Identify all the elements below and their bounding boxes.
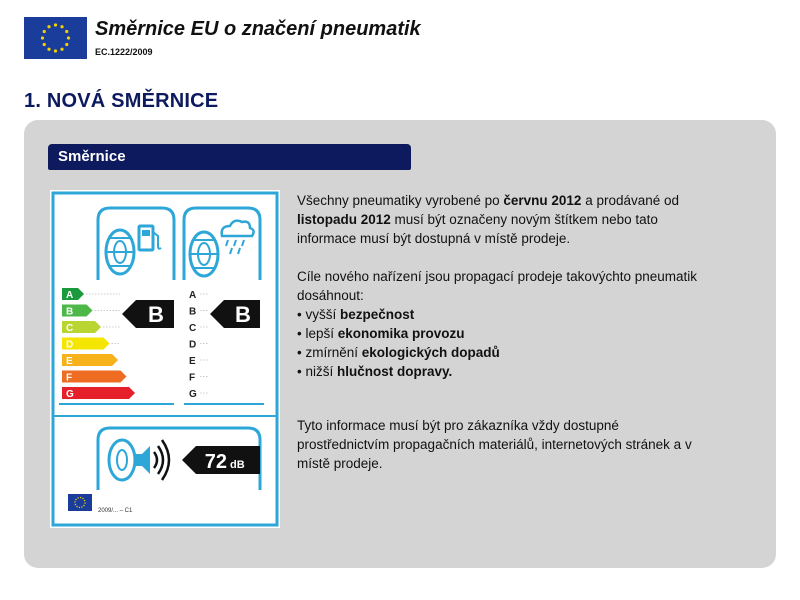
flag-star [65, 30, 68, 33]
text-line: Cíle nového nařízení jsou propagací prodeje takovýchto pneumatik [297, 269, 697, 284]
flag-star [47, 25, 50, 28]
eu-flag-icon [68, 494, 92, 511]
bullet-text-bold: ekonomika provozu [337, 326, 465, 341]
text-run-bold: červnu 2012 [503, 193, 582, 208]
wet-grade-letter: D [189, 339, 197, 351]
text-line: prostřednictvím propagačních materiálů, internetových stránek a v [297, 437, 692, 452]
flag-star [60, 25, 63, 28]
fuel-grade-letter: G [66, 389, 74, 400]
flag-star [43, 43, 46, 46]
text-run: Všechny pneumatiky vyrobené po [297, 193, 504, 208]
text-line: Tyto informace musí být pro zákazníka vždy dostupné [297, 418, 619, 433]
flag-star [54, 49, 57, 52]
bullet-text: • vyšší [297, 307, 340, 322]
flag-star [67, 36, 70, 39]
document-title: Směrnice EU o značení pneumatik [95, 18, 421, 40]
text-run: a prodávané od [581, 193, 680, 208]
text-line: místě prodeje. [297, 456, 383, 471]
flag-star [54, 23, 57, 26]
fuel-rating: B [148, 302, 164, 327]
wet-grip-rating: B [235, 302, 251, 327]
fuel-grade-letter: D [66, 339, 74, 351]
noise-value-badge [182, 446, 260, 474]
section-heading: 1. NOVÁ SMĚRNICE [24, 90, 219, 112]
section-tab-label: Směrnice [58, 148, 126, 165]
eu-flag-icon [24, 17, 87, 59]
availability-paragraph [297, 416, 767, 473]
fuel-grade-letter: A [66, 290, 74, 301]
bullet-text: • zmírnění [297, 345, 362, 360]
wet-grade-letter: F [189, 372, 196, 384]
intro-paragraph [297, 191, 767, 248]
goal-bullet [297, 305, 767, 324]
flag-star [47, 48, 50, 51]
goal-bullet [297, 362, 767, 381]
regulation-number: EC.1222/2009 [95, 47, 153, 57]
goals-paragraph [297, 267, 767, 381]
flag-star [60, 48, 63, 51]
bullet-text: • nižší [297, 364, 337, 379]
bullet-text-bold: bezpečnost [339, 307, 415, 322]
text-run: musí být označeny novým štítkem nebo tato [390, 212, 658, 227]
wet-grade-letter: E [189, 356, 196, 367]
fuel-grade-letter: B [66, 306, 74, 318]
fuel-grade-letter: F [66, 372, 73, 384]
wet-grade-letter: C [189, 323, 197, 334]
fuel-grade-letter: C [66, 323, 74, 334]
bullet-text-bold: hlučnost dopravy. [337, 364, 453, 379]
wet-grade-letter: A [189, 290, 197, 301]
text-line: dosáhnout: [297, 288, 364, 303]
flag-star [43, 30, 46, 33]
text-line: informace musí být dostupná v místě prodeje. [297, 231, 571, 246]
wet-grade-letter: G [189, 389, 197, 400]
flag-star [41, 36, 44, 39]
noise-value: 72 [204, 451, 227, 473]
bullet-text-bold: ekologických dopadů [361, 345, 500, 360]
text-run-bold: listopadu 2012 [297, 212, 391, 227]
goal-bullet [297, 343, 767, 362]
wet-grade-letter: B [189, 306, 197, 318]
bullet-text: • lepší [297, 326, 338, 341]
flag-star [65, 43, 68, 46]
noise-unit: dB [230, 459, 245, 471]
fuel-grade-letter: E [66, 356, 73, 367]
label-footer-code: 2009/... – C1 [98, 508, 133, 514]
eu-tyre-label [50, 190, 280, 528]
goal-bullet [297, 324, 767, 343]
